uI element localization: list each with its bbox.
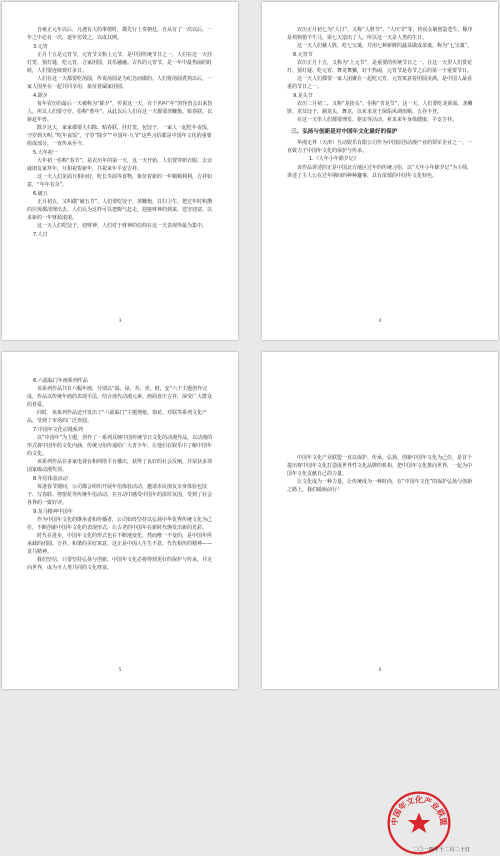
paragraph: 自雍正元年以后，凡遇有大的事情时，都先行上奏朝廷。自从有了一次以后，一年之中必有一次，逐年仿效之，以成其例。	[27, 27, 213, 42]
paragraph: 作为中国年文化的继承者和传播者，公司始终坚持以弘扬中华优秀传统文化为己任，不断创新中国年文化的表现形式，让古老的中国年在新时代焕发出新的光彩。	[27, 516, 213, 531]
chapter-heading: 三、弘扬与创新是对中国年文化最好的保护	[291, 129, 398, 136]
section-heading: 8.年俗体验活动	[33, 475, 68, 482]
paragraph: 每年农历的最后一天被称为“除夕”，传说这一天，有个名叫“年”的怪兽会出来伤人，所以人们要守岁，俗称“熬年”。从此以后人们在这一天都要放鞭炮、贴春联，以驱赶年兽。	[27, 100, 213, 124]
paragraph: 正月初五，又叫做“破五节”。人们要吃饺子，放鞭炮，打扫卫生，把过年时积攒的垃圾都清理出去。人们认为这样可以把晦气赶走，迎接财神的到来，送穷迎富，以求新的一年财源滚滚。	[27, 198, 213, 222]
paragraph: 除夕这天，家家都要大扫除、贴春联、挂灯笼、包饺子，一家人一起吃年夜饭，守岁到天明。”吃年夜饭”，守岁”除夕”“中国年·九节”这些习俗都是中国年文化的重要组成部分，一直传承至今。	[27, 125, 213, 148]
page-number: 3	[118, 319, 122, 324]
paragraph: 人们在这一天都要吃汤圆，传说汤圆是为纪念而做的。人们将汤圆煮熟以后，一家人围坐在一起共同享用，象征着阖家团圆。	[27, 76, 213, 91]
page-body	[27, 26, 216, 239]
paragraph: 时代在进步，中国年文化的形式也在不断地变化，然而唯一不变的，是中国年所承载的团圆、吉祥、和谐的美好寓意，这正是中国人生生不息、代代相传的精神——龙马精神。	[27, 532, 213, 555]
paragraph: 这一天人们戴人胜，吃七宝羹，并用七种新鲜的蔬菜做成菜羹，称为“七宝羹”。	[297, 43, 473, 50]
section-heading: 4.除夕	[33, 92, 48, 99]
paragraph: 这一天人们都要一家人团聚在一起吃元宵，元宵寓意着团圆美满，是中国人最看重的节日之一。	[287, 76, 473, 91]
paragraph: 农历正月初七为“人日”，又称“人胜节”、“人庆节”等，传说女娲创造苍生，顺序是鸡狗猪羊牛马，第七天造出了人，所以这一天是人类的生日。	[287, 27, 473, 42]
paragraph: 以“中国年”为主题，创作了一系列反映中国传统节日文化的动漫作品，以动漫的形式将中国年的文化内涵、传统习俗传递给广大青少年，让他们在娱乐中了解中国年的文化。	[27, 434, 213, 457]
paragraph: 该作品讲述的正是中国北方地区过年的传统习俗，以“大年小年除夕记”为主线，讲述了主人公在过年期间的种种趣事，具有浓郁的中国年文化特色。	[287, 164, 473, 179]
page-number: 4	[378, 319, 382, 324]
page-number: 5	[118, 668, 122, 673]
page-body	[287, 454, 476, 494]
section-heading: 3.元宵	[33, 43, 48, 50]
section-heading: 7.人日	[33, 231, 48, 238]
paragraph: 该系列作品共有六幅年画，分别以“福、禄、寿、喜、财、安”六个主题创作完成，作品以传统年画的表现手法，结合现代动漫元素，画面喜庆吉祥，深受广大群众的喜爱。	[27, 385, 213, 408]
paragraph: 农历正月十五，又称为“上元节”，是重要的传统节日之一。在这一天里人们赏花灯、猜灯谜、吃元宵、舞龙舞狮，好不热闹，元宵节是春节之后的第一个重要节日。	[287, 59, 473, 74]
page-number: 6	[378, 668, 382, 673]
paragraph: 该系列作品在多家电视台和网络平台播出，获得了良好的社会反响，并荣获多项国家级动漫奖项。	[27, 458, 213, 474]
sub-heading: 1.《大年小年除夕记》	[309, 156, 359, 163]
page-body	[287, 26, 476, 180]
paragraph: 华漫无界（天津）互动娱乐有限公司作为中国原创动漫产业的领军企业之一，一直致力于中国年文化的保护与传承。	[287, 140, 473, 155]
paragraph: 同时，该系列作品还开发出了“六福临门”主题剪纸、窗花、对联等系列文化产品，受到了市场的广泛欢迎。	[27, 409, 208, 424]
section-heading: 6.破五	[33, 190, 48, 197]
section-heading: 9.龙马精神中国年	[33, 508, 73, 515]
paragraph: 在这一天里人们都要理发、驱虫等活动，祈求来年身体健康，平安吉祥。	[297, 117, 458, 124]
paragraph: 每逢春节期间，公司都会组织开展年俗体验活动，邀请市民朋友亲身体验包饺子、写春联、剪窗花等传统年俗活动，在互动中感受中国年的浓厚氛围，受到了社会各界的一致好评。	[27, 483, 213, 506]
paragraph: 正月十五是元宵节，元宵节又称上元节，是中国传统节日之一，人们在这一天挂灯笼、猜灯谜、吃元宵，合家团圆，其乐融融。古代的元宵节，是一年中最热闹的时候，人们要连续观灯多日。	[27, 51, 213, 74]
section-heading: 8.元宵节	[293, 51, 313, 58]
paragraph: 这一天人们见面互相问好，吃长寿面等食物，象征着新的一年顺顺利利，吉祥如意，“年年有余”。	[27, 174, 213, 189]
document-page-1	[2, 2, 238, 340]
seal-star-icon	[408, 812, 430, 832]
paragraph: 我们坚信，只要坚持弘扬与创新，中国年文化必将得到更好的保护与传承，并走向世界，成为全人类共同的文化财富。	[27, 557, 213, 572]
paragraph: 大年初一俗称“春节”，是农历年的第一天，这一天开始，人们要穿新衣服，去亲戚朋友家拜年，互相祝贺新年，共祝来年平安吉祥。	[27, 158, 213, 173]
document-page-3	[2, 352, 238, 689]
paragraph: 这一天人们吃饺子，迎财神，人们对于财神的信仰在这一天表现得最为集中。	[37, 223, 208, 230]
signature-date: 二〇一四年十二月二十日	[412, 847, 470, 853]
seal-text: 中国年文化产业联盟	[389, 795, 449, 826]
paragraph: 中国年文化产业联盟一直以保护、传承、弘扬、创新中国年文化为己任，是首个提出将中国年文化打造成世界性文化品牌的机构，把中国年文化推向世界，一起为中国年文化贡献自己的力量。	[287, 455, 473, 478]
page-body	[27, 376, 216, 572]
section-heading: 5.大年初一	[33, 149, 58, 156]
section-heading: 6.六福临门年画系列作品	[33, 377, 88, 384]
document-page-4	[262, 352, 498, 853]
paragraph: 让文化成为一种力量，让传统成为一种时尚，在“中国年文化”的保护弘扬与创新之路上，我们砥砺前行！	[287, 479, 473, 494]
document-page-2	[262, 2, 498, 340]
section-heading: 9.龙头节	[293, 92, 313, 99]
section-heading: 7.中国年文化动漫系列	[33, 426, 83, 433]
paragraph: 农历二月初二，又称“龙抬头”，俗称“青龙节”，这一天，人们要吃龙须面、龙鳞饼、龙耳饺子，剃龙头，舞龙，以祈求龙王保佑风调雨顺、五谷丰登。	[287, 100, 473, 115]
